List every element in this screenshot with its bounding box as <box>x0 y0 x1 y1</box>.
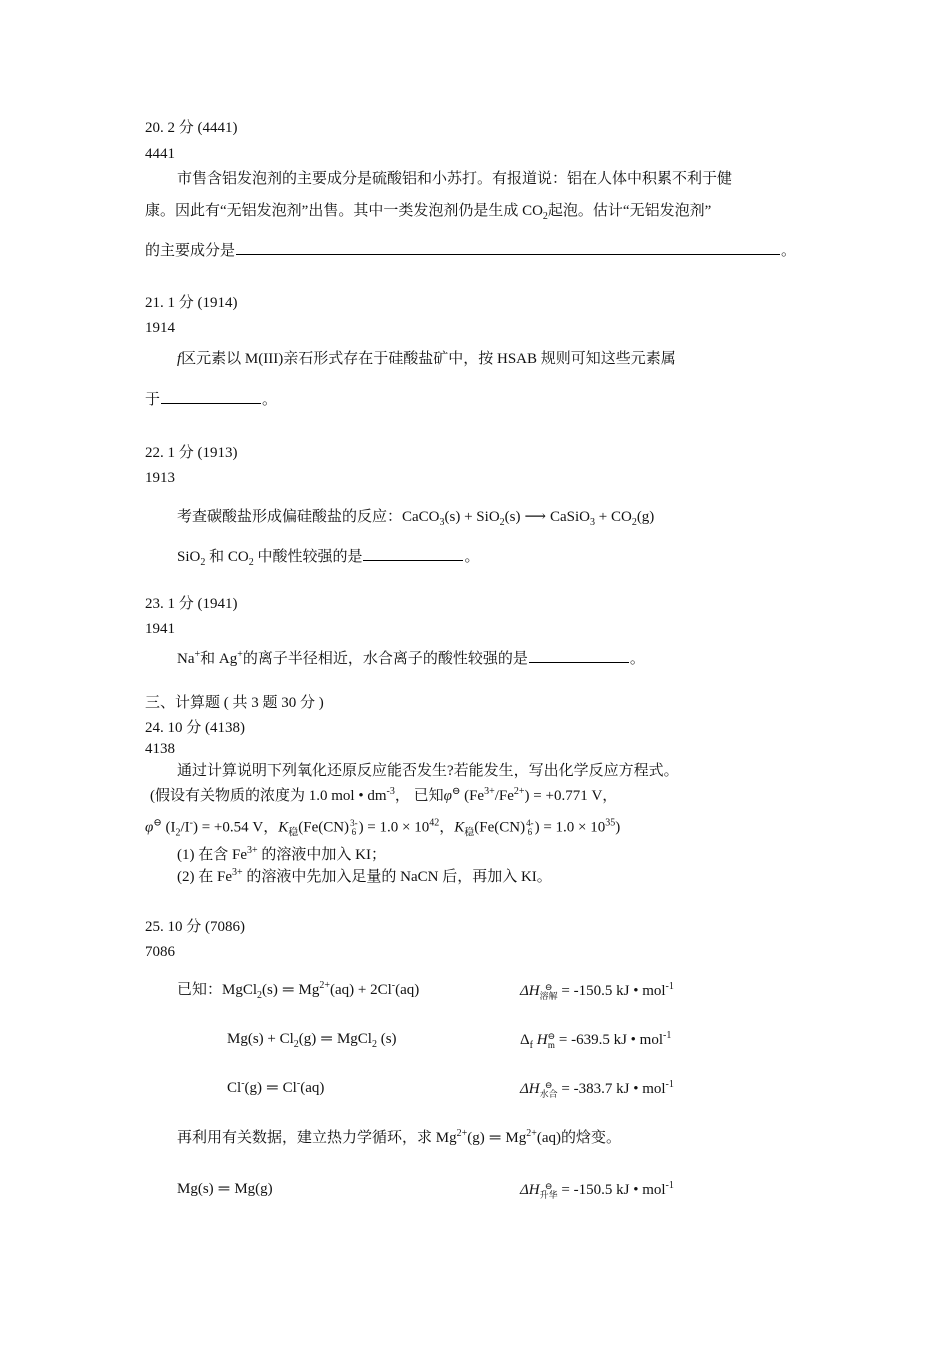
section3-title: 三、计算题 ( 共 3 题 30 分 ) <box>145 695 324 711</box>
q25-eq2: $Mg(s) + Cl_2(g)$ ═ MgCl$_2$ (s) <box>227 1031 397 1050</box>
q25-dh4: ΔH ⊖ 升华 = -150.5 kJ • mol$^{-1}$ <box>520 1180 674 1200</box>
q25-eq4: Mg(s) ═ Mg(g) <box>177 1181 273 1197</box>
q20-line2: 康。因此有“无铝发泡剂”出售。其中一类发泡剂仍是生成 $CO_2$起泡。估计“无铝发泡剂” <box>145 203 712 222</box>
q21-code: 1914 <box>145 320 175 336</box>
q25-task: 再利用有关数据，建立热力学循环，求 $Mg^{2+}(g)$ ═ $Mg^{2+}(aq)$的焓变。 <box>177 1128 622 1146</box>
q24-line2: (假设有关物质的浓度为 1.0 mol • $dm^{-3}$， 已知φ⊖ $(Fe^{3+}/Fe^{2+}) = +0.771$ V， <box>150 786 618 804</box>
q20-answer-blank[interactable] <box>236 240 780 255</box>
q22-header: 22. 1 分 (1913) <box>145 445 238 461</box>
q20-code: 4441 <box>145 146 175 162</box>
q22-answer-blank[interactable] <box>363 546 463 561</box>
q20-line3: 的主要成分是 。 <box>145 240 796 259</box>
q23-line1: Na+和 Ag+的离子半径相近，水合离子的酸性较强的是 。 <box>177 649 645 667</box>
q21-header: 21. 1 分 (1914) <box>145 295 238 311</box>
q24-code: 4138 <box>145 741 175 757</box>
q21-answer-blank[interactable] <box>161 389 261 404</box>
q21-line2: 于 。 <box>145 389 277 408</box>
q20-line1: 市售含铝发泡剂的主要成分是硫酸铝和小苏打。有报道说：铝在人体中积累不利于健 <box>177 171 733 187</box>
q24-line1: 通过计算说明下列氧化还原反应能否发生?若能发生，写出化学反应方程式。 <box>177 763 679 779</box>
q23-header: 23. 1 分 (1941) <box>145 596 238 612</box>
q22-code: 1913 <box>145 470 175 486</box>
q22-reaction: 考查碳酸盐形成偏硅酸盐的反应：CaCO$_3$(s) + SiO$_2$(s) ⟶ CaSiO$_3$ + $CO_2(g)$ <box>177 509 655 528</box>
q24-header: 24. 10 分 (4138) <box>145 720 245 736</box>
q24-item2: (2) 在 $Fe^{3+}$ 的溶液中先加入足量的 NaCN 后，再加入 KI。 <box>177 867 552 885</box>
q25-eq3: Cl-(g) ═ Cl-(aq) <box>227 1078 325 1096</box>
q23-code: 1941 <box>145 621 175 637</box>
q25-header: 25. 10 分 (7086) <box>145 919 245 935</box>
q21-line1: f区元素以 M(III)亲石形式存在于硅酸盐矿中，按 HSAB 规则可知这些元素属 <box>177 351 676 367</box>
q25-code: 7086 <box>145 944 175 960</box>
q25-dh1: ΔH ⊖ 溶解 = -150.5 kJ • mol$^{-1}$ <box>520 981 674 1001</box>
q24-line3: φ⊖ $(I_2/I^-) = +0.54$ V，$K_稳(Fe(CN)$ 3- 6 ) = $1.0 \times 10^{42}$，$K_稳(Fe(CN)$ 4- 6 ) = $1.0 \times 10^{35}$) <box>145 817 621 839</box>
q25-dh3: ΔH ⊖ 水合 = -383.7 kJ • mol$^{-1}$ <box>520 1079 674 1099</box>
reaction-arrow-icon: ⟶ <box>524 509 546 525</box>
q25-dh2: $\Delta_f$ H ⊖ m = -639.5 kJ • mol$^{-1}$ <box>520 1030 672 1051</box>
q22-question: SiO$_2$ 和 $CO_2$ 中酸性较强的是 。 <box>177 546 479 565</box>
q25-eq1: 已知：MgCl$_2$(s) ═ $Mg^{2+}(aq) + 2Cl^-(aq)$ <box>177 980 420 1001</box>
q20-header: 20. 2 分 (4441) <box>145 120 238 136</box>
q24-item1: (1) 在含 $Fe^{3+}$ 的溶液中加入 KI； <box>177 845 386 863</box>
q23-answer-blank[interactable] <box>529 648 629 663</box>
